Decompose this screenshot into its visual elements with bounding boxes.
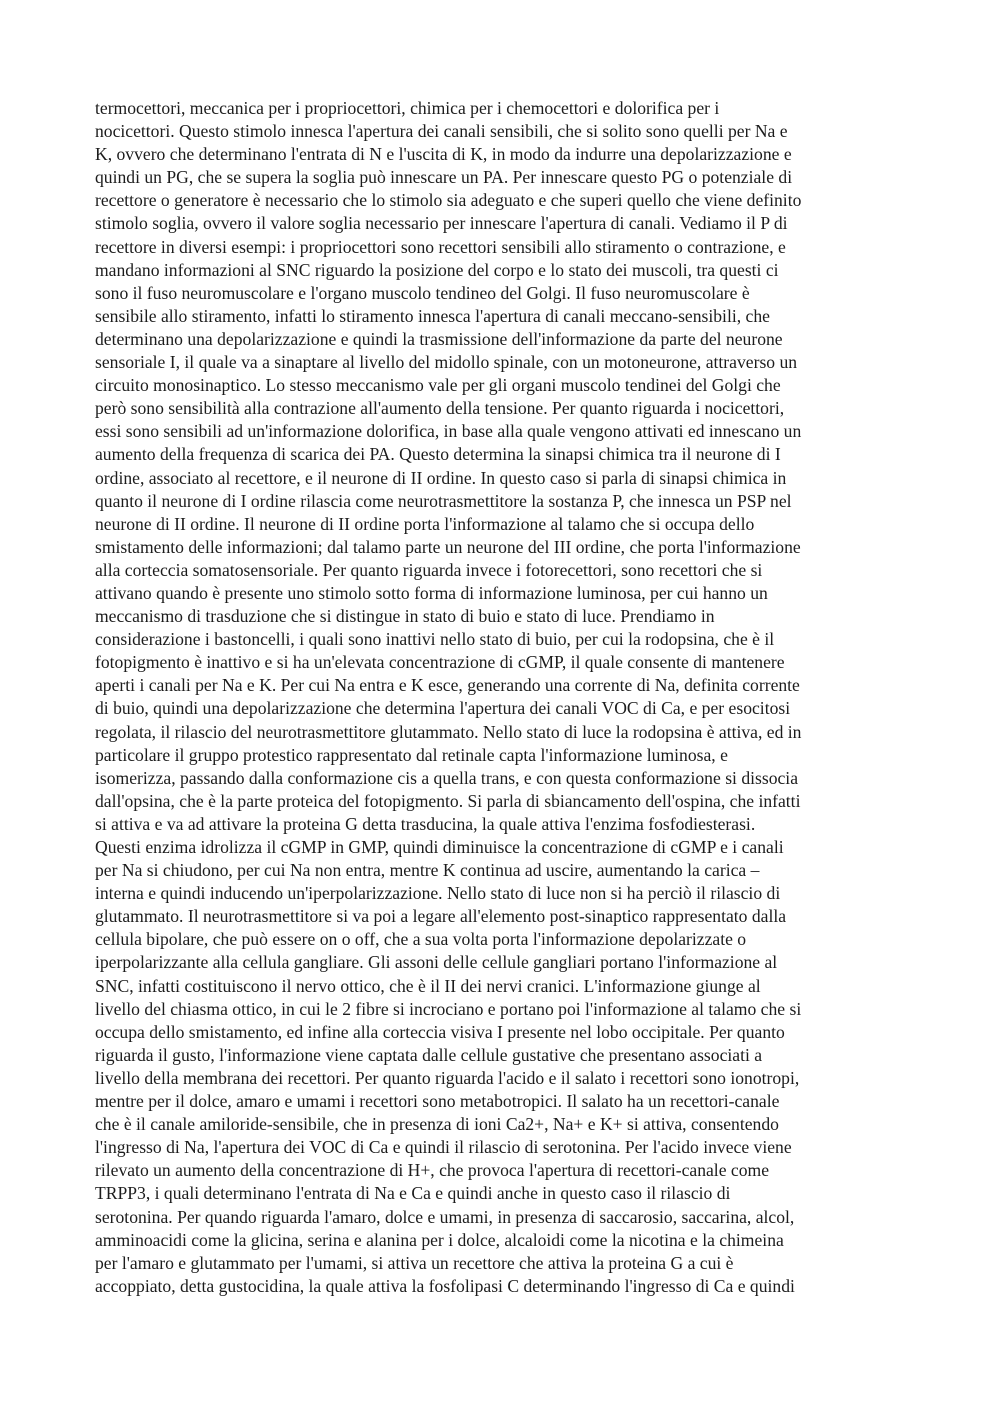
text-line: per Na si chiudono, per cui Na non entra, mentre K continua ad uscire, aumentando la carica –: [95, 860, 760, 881]
text-line: smistamento delle informazioni; dal talamo parte un neurone del III ordine, che porta l'informazione: [95, 536, 801, 557]
text-line: l'ingresso di Na, l'apertura dei VOC di Ca e quindi il rilascio di serotonina. Per l'acido invece viene: [95, 1137, 792, 1158]
text-line: interna e quindi inducendo un'iperpolarizzazione. Nello stato di luce non si ha perciò il rilascio di: [95, 883, 781, 904]
text-line: nocicettori. Questo stimolo innesca l'apertura dei canali sensibili, che si solito sono quelli per Na e: [95, 121, 788, 142]
text-line: livello della membrana dei recettori. Per quanto riguarda l'acido e il salato i recettori sono ionotropi,: [95, 1067, 800, 1088]
text-line: che è il canale amiloride-sensibile, che in presenza di ioni Ca2+, Na+ e K+ si attiva, consentendo: [95, 1114, 779, 1135]
text-line: però sono sensibilità alla contrazione all'aumento della tensione. Per quanto riguarda i nocicettori,: [95, 398, 785, 419]
text-line: mentre per il dolce, amaro e umami i recettori sono metabotropici. Il salato ha un recettori-canale: [95, 1091, 780, 1112]
text-line: fotopigmento è inattivo e si ha un'elevata concentrazione di cGMP, il quale consente di mantenere: [95, 652, 785, 673]
text-line: dall'opsina, che è la parte proteica del fotopigmento. Si parla di sbiancamento dell'ospina, che infatti: [95, 790, 801, 811]
text-line: quindi un PG, che se supera la soglia può innescare un PA. Per innescare questo PG o potenziale di: [95, 167, 793, 188]
text-line: occupa dello smistamento, ed infine alla corteccia visiva I presente nel lobo occipitale. Per quanto: [95, 1021, 785, 1042]
text-line: per l'amaro e glutammato per l'umami, si attiva un recettore che attiva la proteina G a cui è: [95, 1252, 734, 1273]
text-line: termocettori, meccanica per i propriocettori, chimica per i chemocettori e dolorifica per i: [95, 98, 720, 118]
text-line: quanto il neurone di I ordine rilascia come neurotrasmettitore la sostanza P, che innesca un PSP nel: [95, 490, 792, 511]
text-line: di buio, quindi una depolarizzazione che determina l'apertura dei canali VOC di Ca, e per esocitosi: [95, 698, 791, 719]
text-line: serotonina. Per quando riguarda l'amaro, dolce e umami, in presenza di saccarosio, saccarina, alcol,: [95, 1206, 795, 1227]
body-text: [95, 97, 925, 1298]
text-line: determinano una depolarizzazione e quindi la trasmissione dell'informazione da parte del neurone: [95, 328, 783, 349]
text-line: considerazione i bastoncelli, i quali sono inattivi nello stato di buio, per cui la rodopsina, che è il: [95, 629, 775, 650]
text-line: particolare il gruppo protestico rappresentato dal retinale capta l'informazione luminosa, e: [95, 744, 728, 765]
text-line: neurone di II ordine. Il neurone di II ordine porta l'informazione al talamo che si occupa dello: [95, 513, 755, 534]
text-line: amminoacidi come la glicina, serina e alanina per i dolce, alcaloidi come la nicotina e la chimeina: [95, 1229, 784, 1250]
text-line: recettore in diversi esempi: i propriocettori sono recettori sensibili allo stiramento o contrazione, e: [95, 236, 786, 257]
text-line: aumento della frequenza di scarica dei PA. Questo determina la sinapsi chimica tra il neurone di I: [95, 444, 781, 465]
text-line: regolata, il rilascio del neurotrasmettitore glutammato. Nello stato di luce la rodopsina è attiva, ed in: [95, 721, 802, 742]
text-line: livello del chiasma ottico, in cui le 2 fibre si incrociano e portano poi l'informazione al talamo che si: [95, 998, 802, 1019]
text-line: stimolo soglia, ovvero il valore soglia necessario per innescare l'apertura di canali. Vediamo il P di: [95, 213, 788, 234]
text-line: SNC, infatti costituiscono il nervo ottico, che è il II dei nervi cranici. L'informazione giunge al: [95, 975, 761, 996]
text-line: isomerizza, passando dalla conformazione cis a quella trans, e con questa conformazione si dissocia: [95, 767, 799, 788]
text-line: meccanismo di trasduzione che si distingue in stato di buio e stato di luce. Prendiamo in: [95, 606, 715, 627]
text-line: recettore o generatore è necessario che lo stimolo sia adeguato e che superi quello che viene definito: [95, 190, 802, 211]
text-line: riguarda il gusto, l'informazione viene captata dalle cellule gustative che presentano associati a: [95, 1044, 763, 1065]
text-line: cellula bipolare, che può essere on o off, che a sua volta porta l'informazione depolarizzate o: [95, 929, 747, 950]
text-line: glutammato. Il neurotrasmettitore si va poi a legare all'elemento post-sinaptico rappresentato dalla: [95, 906, 787, 927]
text-line: TRPP3, i quali determinano l'entrata di Na e Ca e quindi anche in questo caso il rilascio di: [95, 1183, 731, 1204]
text-line: Questi enzima idrolizza il cGMP in GMP, quindi diminuisce la concentrazione di cGMP e i canali: [95, 837, 784, 857]
text-line: sensibile allo stiramento, infatti lo stiramento innesca l'apertura di canali meccano-sensibili, che: [95, 305, 770, 326]
text-line: accoppiato, detta gustocidina, la quale attiva la fosfolipasi C determinando l'ingresso di Ca e quindi: [95, 1275, 795, 1296]
text-line: ordine, associato al recettore, e il neurone di II ordine. In questo caso si parla di sinapsi chimica in: [95, 467, 787, 488]
text-line: essi sono sensibili ad un'informazione dolorifica, in base alla quale vengono attivati ed innescano un: [95, 421, 802, 442]
text-line: iperpolarizzante alla cellula gangliare. Gli assoni delle cellule gangliari portano l'informazione al: [95, 952, 778, 973]
text-line: sensoriale I, il quale va a sinaptare al livello del midollo spinale, con un motoneurone, attraverso un: [95, 352, 798, 373]
text-line: attivano quando è presente uno stimolo sotto forma di informazione luminosa, per cui hanno un: [95, 582, 768, 603]
text-line: mandano informazioni al SNC riguardo la posizione del corpo e lo stato dei muscoli, tra questi ci: [95, 259, 779, 280]
text-line: aperti i canali per Na e K. Per cui Na entra e K esce, generando una corrente di Na, definita corrente: [95, 675, 800, 696]
text-line: rilevato un aumento della concentrazione di H+, che provoca l'apertura di recettori-canale come: [95, 1160, 770, 1181]
text-line: si attiva e va ad attivare la proteina G detta trasducina, la quale attiva l'enzima fosfodiesterasi.: [95, 813, 756, 834]
text-line: alla corteccia somatosensoriale. Per quanto riguarda invece i fotorecettori, sono recettori che si: [95, 559, 763, 580]
text-line: circuito monosinaptico. Lo stesso meccanismo vale per gli organi muscolo tendinei del Golgi che: [95, 375, 781, 396]
text-line: sono il fuso neuromuscolare e l'organo muscolo tendineo del Golgi. Il fuso neuromuscolare è: [95, 282, 750, 303]
text-line: K, ovvero che determinano l'entrata di N e l'uscita di K, in modo da indurre una depolarizzazione e: [95, 144, 792, 165]
